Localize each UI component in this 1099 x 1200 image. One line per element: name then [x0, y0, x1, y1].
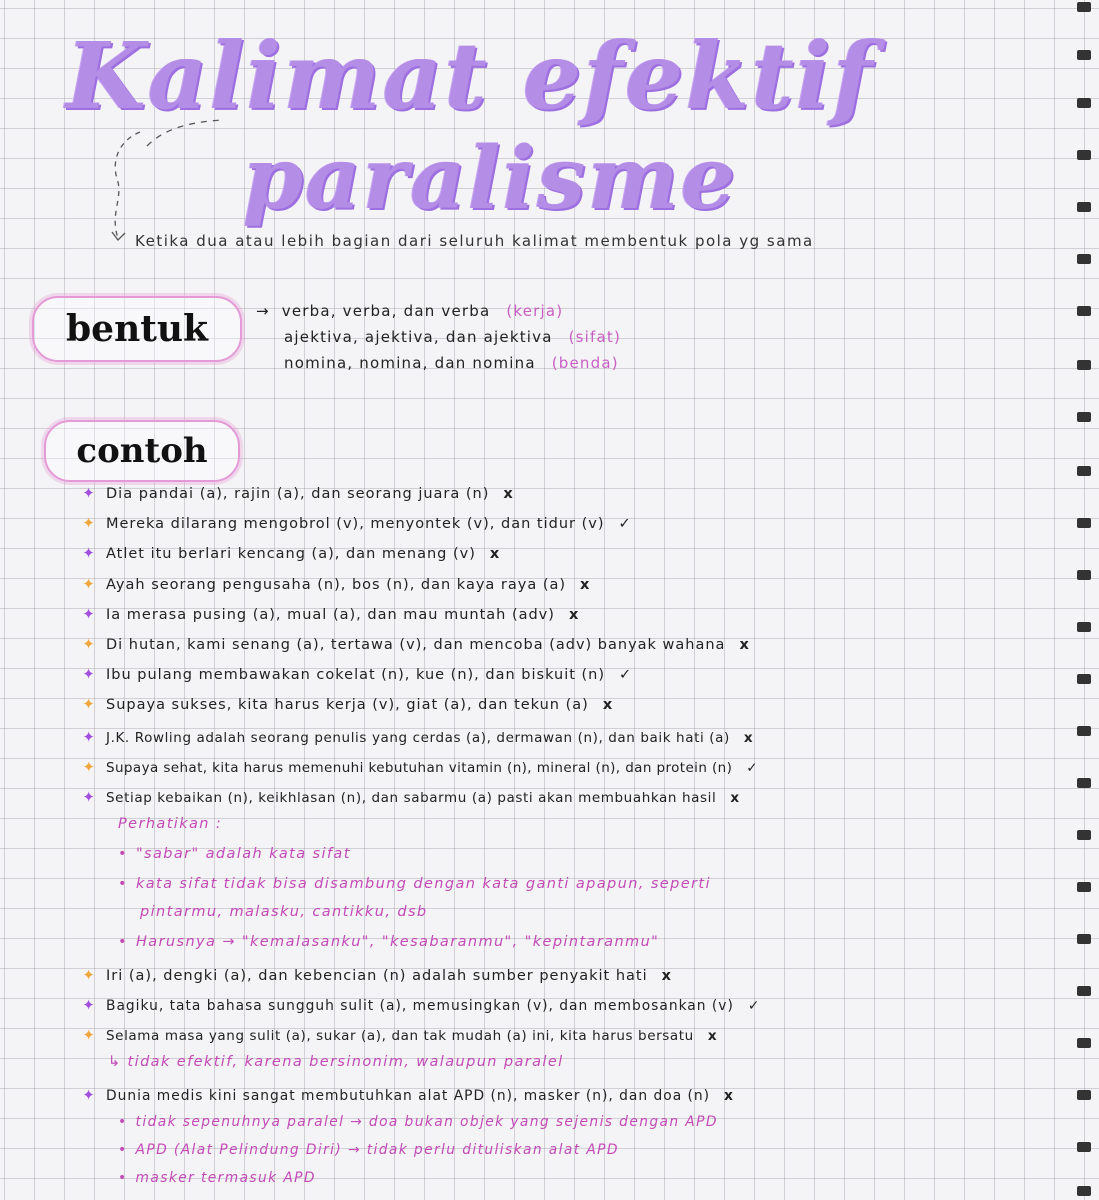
example-item	[80, 544, 500, 562]
notebook-ring-icon	[1077, 622, 1091, 632]
star-icon: ✦	[82, 514, 96, 532]
example-item	[80, 605, 579, 623]
title-line-2: paralisme	[242, 128, 738, 229]
example-text: Bagiku, tata bahasa sungguh sulit (a), memusingkan (v), dan membosankan (v)	[106, 998, 734, 1014]
star-icon: ✦	[82, 788, 96, 806]
form-row	[256, 328, 621, 354]
form-tag: (sifat)	[568, 328, 622, 346]
example-text: Dunia medis kini sangat membutuhkan alat APD (n), masker (n), dan doa (n)	[106, 1088, 711, 1104]
notebook-ring-icon	[1077, 50, 1091, 60]
example-text: Iri (a), dengki (a), dan kebencian (n) adalah sumber penyakit hati	[106, 968, 648, 984]
check-mark: x	[503, 486, 514, 502]
example-text: Atlet itu berlari kencang (a), dan menang (v)	[106, 546, 476, 562]
form-tag: (benda)	[551, 354, 619, 372]
form-arrow: →	[256, 302, 270, 320]
check-mark: x	[707, 1028, 718, 1044]
example-item	[80, 484, 514, 502]
example-text: Ibu pulang membawakan cokelat (n), kue (n), dan biskuit (n)	[106, 667, 606, 683]
notebook-ring-icon	[1077, 254, 1091, 264]
notebook-ring-icon	[1077, 1038, 1091, 1048]
star-icon: ✦	[82, 635, 96, 653]
note-bullet	[118, 1142, 619, 1158]
bullet-dot: •	[118, 846, 128, 862]
note-text: tidak sepenuhnya paralel → doa bukan objek yang sejenis dengan APD	[135, 1114, 718, 1130]
notebook-ring-icon	[1077, 934, 1091, 944]
check-mark: x	[661, 968, 672, 984]
notebook-ring-icon	[1077, 360, 1091, 370]
example-item	[80, 575, 590, 593]
example-item	[80, 1086, 734, 1104]
note-bullet	[118, 876, 711, 892]
note-bullet	[118, 846, 351, 862]
notebook-ring-icon	[1077, 306, 1091, 316]
bullet-dot: •	[118, 934, 128, 950]
star-icon: ✦	[82, 695, 96, 713]
example-text: Dia pandai (a), rajin (a), dan seorang juara (n)	[106, 486, 490, 502]
note-text: masker termasuk APD	[135, 1170, 316, 1186]
check-mark: x	[580, 577, 591, 593]
example-text: Ia merasa pusing (a), mual (a), dan mau muntah (adv)	[106, 607, 555, 623]
check-mark: x	[730, 790, 740, 806]
bullet-dot: •	[118, 1114, 128, 1130]
note-text: kata sifat tidak bisa disambung dengan kata ganti apapun, seperti	[135, 876, 711, 892]
notebook-ring-icon	[1077, 518, 1091, 528]
note-text: "sabar" adalah kata sifat	[135, 846, 351, 862]
notebook-ring-icon	[1077, 466, 1091, 476]
example-text: Mereka dilarang mengobrol (v), menyontek (v), dan tidur (v)	[106, 516, 605, 532]
example-item	[80, 788, 740, 806]
form-text: verba, verba, dan verba	[281, 302, 491, 320]
example-text: Di hutan, kami senang (a), tertawa (v), dan mencoba (adv) banyak wahana	[106, 637, 726, 653]
check-mark: x	[489, 546, 501, 562]
note-selama: ↳ tidak efektif, karena bersinonim, walaupun paralel	[108, 1054, 564, 1070]
note-bullet	[118, 1170, 316, 1186]
notebook-ring-icon	[1077, 882, 1091, 892]
notebook-ring-icon	[1077, 2, 1091, 12]
check-mark: x	[568, 607, 580, 623]
star-icon: ✦	[82, 1026, 96, 1044]
star-icon: ✦	[82, 996, 96, 1014]
notebook-ring-icon	[1077, 98, 1091, 108]
note-text: Harusnya → "kemalasanku", "kesabaranmu", "kepintaranmu"	[135, 934, 660, 950]
note-bullet: pintarmu, malasku, cantikku, dsb	[140, 904, 428, 920]
star-icon: ✦	[82, 1086, 96, 1104]
star-icon: ✦	[82, 605, 96, 623]
example-item	[80, 1026, 717, 1044]
example-item	[80, 514, 632, 532]
notebook-ring-icon	[1077, 412, 1091, 422]
example-item	[80, 728, 753, 746]
check-mark: ✓	[747, 998, 761, 1014]
star-icon: ✦	[82, 665, 96, 683]
notebook-ring-icon	[1077, 1142, 1091, 1152]
check-mark: ✓	[618, 516, 632, 532]
title-line-1: Kalimat efektif	[65, 22, 875, 130]
check-mark: ✓	[619, 667, 633, 683]
star-icon: ✦	[82, 544, 96, 562]
arrow-dash-icon	[145, 118, 225, 148]
notebook-ring-icon	[1077, 202, 1091, 212]
contoh-heading: contoh	[44, 420, 240, 482]
star-icon: ✦	[82, 575, 96, 593]
check-mark: x	[602, 697, 614, 713]
arrow-curve-icon	[100, 120, 150, 250]
note-bullet	[118, 934, 659, 950]
notebook-ring-icon	[1077, 150, 1091, 160]
notebook-ring-icon	[1077, 674, 1091, 684]
example-text: J.K. Rowling adalah seorang penulis yang cerdas (a), dermawan (n), dan baik hati (a)	[106, 730, 730, 746]
notebook-ring-icon	[1077, 830, 1091, 840]
forms-list	[256, 302, 621, 380]
check-mark: ✓	[746, 760, 758, 776]
check-mark: x	[724, 1088, 734, 1104]
check-mark: x	[743, 730, 754, 746]
star-icon: ✦	[82, 484, 96, 502]
example-item	[80, 758, 758, 776]
example-text: Setiap kebaikan (n), keikhlasan (n), dan sabarmu (a) pasti akan membuahkan hasil	[106, 790, 717, 806]
notebook-ring-icon	[1077, 1090, 1091, 1100]
check-mark: x	[739, 637, 750, 653]
notebook-ring-icon	[1077, 986, 1091, 996]
notebook-ring-icon	[1077, 778, 1091, 788]
form-text: ajektiva, ajektiva, dan ajektiva	[284, 328, 553, 346]
star-icon: ✦	[82, 728, 96, 746]
spiral-binding	[1077, 0, 1091, 1200]
example-text: Supaya sehat, kita harus memenuhi kebutuhan vitamin (n), mineral (n), dan protein (n)	[106, 760, 733, 776]
form-tag: (kerja)	[506, 302, 564, 320]
star-icon: ✦	[82, 966, 96, 984]
form-row	[256, 302, 621, 328]
note-text: APD (Alat Pelindung Diri) → tidak perlu dituliskan alat APD	[135, 1142, 619, 1158]
example-text: Selama masa yang sulit (a), sukar (a), dan tak mudah (a) ini, kita harus bersatu	[106, 1028, 694, 1044]
example-text: Supaya sukses, kita harus kerja (v), giat (a), dan tekun (a)	[106, 697, 589, 713]
notebook-ring-icon	[1077, 570, 1091, 580]
form-text: nomina, nomina, dan nomina	[284, 354, 536, 372]
example-item	[80, 695, 613, 713]
example-item	[80, 996, 760, 1014]
notebook-ring-icon	[1077, 1186, 1091, 1196]
bullet-dot: •	[118, 1142, 128, 1158]
example-item	[80, 665, 632, 683]
bentuk-heading: bentuk	[32, 296, 242, 362]
definition-text: Ketika dua atau lebih bagian dari seluruh kalimat membentuk pola yg sama	[135, 232, 814, 250]
example-item	[80, 966, 672, 984]
form-row	[256, 354, 621, 380]
star-icon: ✦	[82, 758, 96, 776]
example-text: Ayah seorang pengusaha (n), bos (n), dan kaya raya (a)	[106, 577, 567, 593]
notebook-ring-icon	[1077, 726, 1091, 736]
note-heading: Perhatikan :	[118, 816, 223, 832]
example-item	[80, 635, 750, 653]
bullet-dot: •	[118, 1170, 128, 1186]
note-bullet	[118, 1114, 718, 1130]
bullet-dot: •	[118, 876, 128, 892]
